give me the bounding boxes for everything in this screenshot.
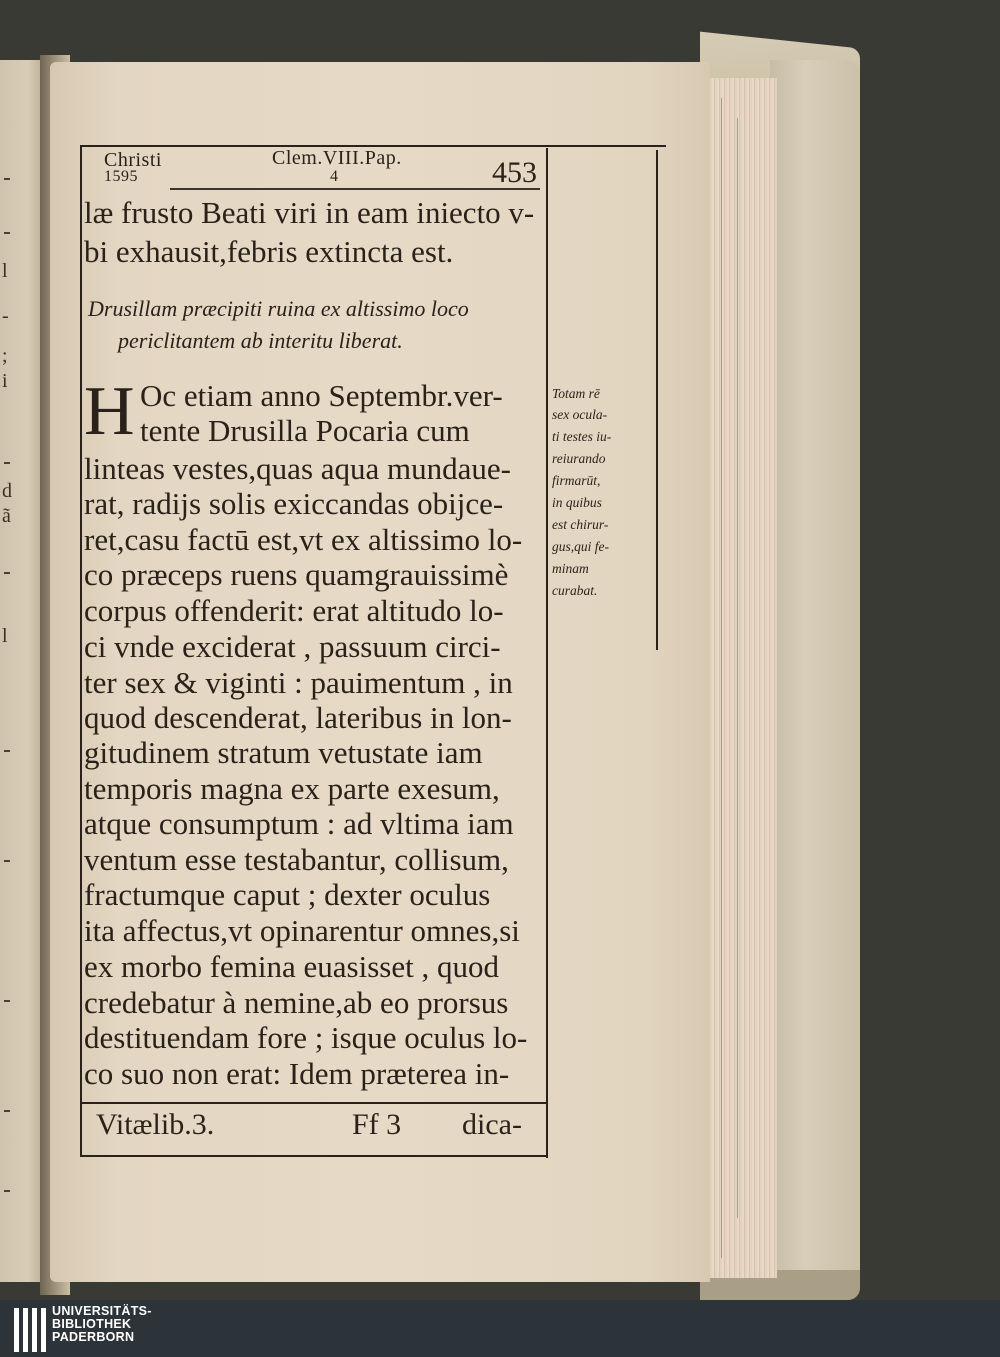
library-logo-icon	[14, 1308, 46, 1352]
library-name-line: PADERBORN	[52, 1330, 135, 1344]
facing-page-fragment: l	[2, 260, 8, 282]
facing-page-fragment: d	[2, 480, 12, 502]
text-line: linteas vestes,quas aqua mundaue-	[84, 451, 511, 486]
header-christi: Christi	[104, 149, 162, 171]
facing-page-tick	[4, 750, 10, 752]
text-line: bi exhausit,febris extincta est.	[84, 234, 454, 269]
text-line: ter sex & viginti : pauimentum , in	[84, 665, 513, 700]
signature-mark: Ff 3	[352, 1108, 402, 1141]
facing-page-tick	[4, 860, 10, 862]
left-frame-rule	[80, 145, 82, 1157]
facing-page-fragment: -	[2, 305, 9, 327]
section-heading: periclitantem ab interitu liberat.	[118, 328, 403, 353]
catchword: dica-	[462, 1108, 522, 1141]
text-line: corpus offenderit: erat altitudo lo-	[84, 593, 504, 628]
facing-page-tick	[4, 232, 10, 234]
footer-source: Vitælib.3.	[96, 1108, 215, 1141]
marginal-note-line: gus,qui fe-	[552, 539, 609, 554]
facing-page-tick	[4, 572, 10, 574]
page-number: 453	[492, 156, 537, 189]
header-year: 1595	[104, 168, 138, 185]
facing-page-fragment: i	[2, 370, 8, 392]
text-line: co suo non erat: Idem præterea in-	[84, 1056, 510, 1091]
header-pontiff: Clem.VIII.Pap.	[272, 147, 402, 169]
library-name-line: BIBLIOTHEK	[52, 1317, 132, 1331]
text-line: temporis magna ex parte exesum,	[84, 771, 500, 806]
text-line: co præceps ruens quamgrauissimè	[84, 557, 509, 592]
marginal-note-line: reiurando	[552, 451, 606, 466]
marginal-note-line: sex ocula-	[552, 407, 608, 422]
marginal-note-line: ti testes iu-	[552, 429, 612, 444]
text-line: ex morbo femina euasisset , quod	[84, 949, 499, 984]
text-line: ita affectus,vt opinarentur omnes,si	[84, 913, 520, 948]
text-line: rat, radijs solis exiccandas obijce-	[84, 486, 504, 521]
text-line: credebatur à nemine,ab eo prorsus	[84, 985, 509, 1020]
bottom-rule	[82, 1155, 548, 1157]
facing-page-tick	[4, 1000, 10, 1002]
marginal-note-line: minam	[552, 561, 589, 576]
facing-page-tick	[4, 178, 10, 180]
section-heading: Drusillam præcipiti ruina ex altissimo loco	[88, 296, 469, 321]
vellum-cover-edge	[770, 60, 860, 1300]
right-frame-rule	[656, 150, 658, 650]
marginal-note-line: Totam rē	[552, 386, 600, 401]
text-line: ret,casu factū est,vt ex altissimo lo-	[84, 522, 523, 557]
marginal-note-line: est chirur-	[552, 517, 609, 532]
text-line: ci vnde exciderat , passuum circi-	[84, 629, 501, 664]
text-line: fractumque caput ; dexter oculus	[84, 877, 491, 912]
footer-rule	[82, 1102, 548, 1104]
library-name-line: UNIVERSITÄTS-	[52, 1304, 152, 1318]
text-line: gitudinem stratum vetustate iam	[84, 735, 483, 770]
header-underline	[170, 188, 540, 190]
red-edge-line	[721, 98, 722, 1258]
text-line: destituendam fore ; isque oculus lo-	[84, 1020, 528, 1055]
page-block-fore-edge	[705, 78, 777, 1278]
marginal-note-line: firmarūt,	[552, 473, 601, 488]
facing-page-fragment: ;	[2, 345, 8, 367]
facing-page-fragment: l	[2, 625, 8, 647]
facing-page-tick	[4, 1190, 10, 1192]
facing-page-tick	[4, 462, 10, 464]
text-line: quod descenderat, lateribus in lon-	[84, 700, 512, 735]
library-name	[52, 1305, 152, 1344]
facing-page-tick	[4, 1110, 10, 1112]
drop-cap: H	[84, 373, 135, 450]
header-pontificate-year: 4	[330, 168, 339, 185]
red-edge-line	[737, 118, 738, 1218]
text-line: Oc etiam anno Septembr.ver-	[140, 378, 503, 413]
column-rule	[546, 148, 548, 1158]
text-line: ventum esse testabantur, collisum,	[84, 842, 509, 877]
facing-page-fragment: ã	[2, 505, 11, 527]
text-line: læ frusto Beati viri in eam iniecto v-	[84, 195, 535, 230]
marginal-note-line: curabat.	[552, 583, 598, 598]
text-line: tente Drusilla Pocaria cum	[140, 413, 470, 448]
marginal-note-line: in quibus	[552, 495, 602, 510]
text-line: atque consumptum : ad vltima iam	[84, 806, 514, 841]
